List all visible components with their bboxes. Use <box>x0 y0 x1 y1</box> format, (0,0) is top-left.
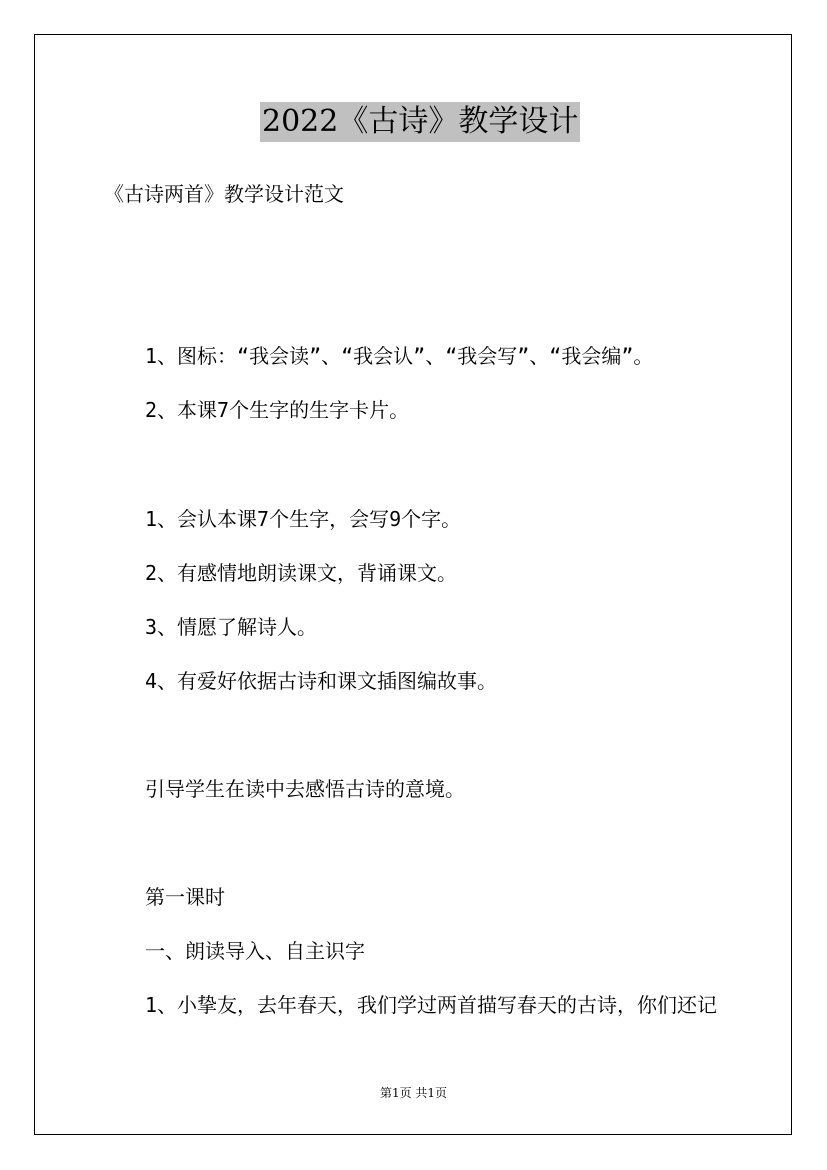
paragraph-line: 4、有爱好依据古诗和课文插图编故事。 <box>145 669 498 693</box>
page-footer: 第1页 共1页 <box>379 1086 448 1100</box>
paragraph-line: 3、情愿了解诗人。 <box>145 615 318 639</box>
paragraph-line: 1、会认本课7个生字，会写9个字。 <box>145 507 462 531</box>
paragraph-line: 1、图标：“我会读”、“我会认”、“我会写”、“我会编”。 <box>145 344 654 368</box>
paragraph-line: 2、有感情地朗读课文，背诵课文。 <box>145 561 458 585</box>
document-subtitle: 《古诗两首》教学设计范文 <box>104 182 344 206</box>
paragraph-line: 1、小挚友，去年春天，我们学过两首描写春天的古诗，你们还记 <box>145 993 718 1017</box>
section-subheading: 一、朗读导入、自主识字 <box>145 939 365 963</box>
paragraph-line: 引导学生在读中去感悟古诗的意境。 <box>145 777 465 801</box>
paragraph-line: 2、本课7个生字的生字卡片。 <box>145 398 410 422</box>
section-heading: 第一课时 <box>145 885 225 909</box>
document-title: 2022《古诗》教学设计 <box>260 102 580 142</box>
